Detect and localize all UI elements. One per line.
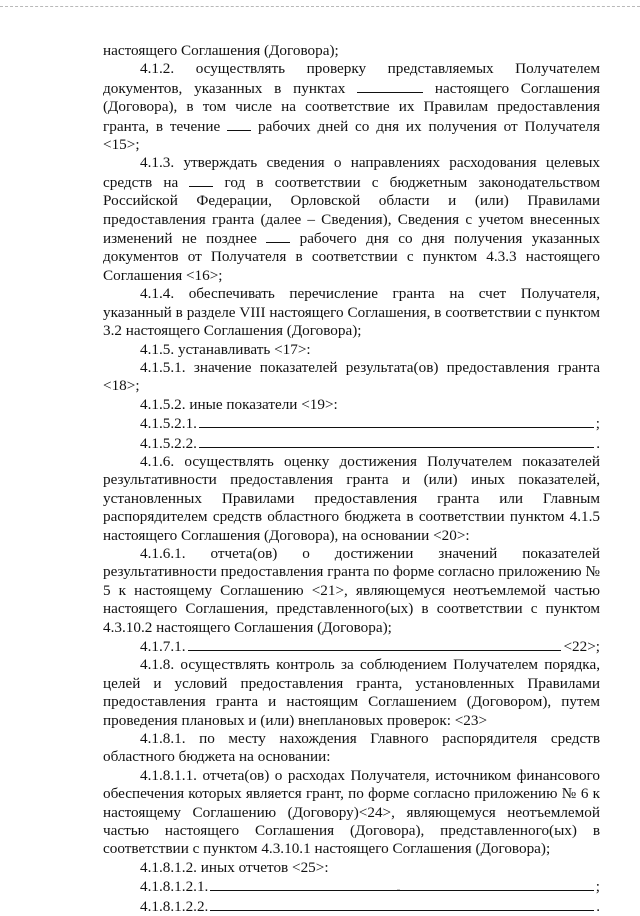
text: настоящего Соглашения (Договора), в том числе на соответствие их Правилам предоставления гранта, в течение — [103, 79, 600, 135]
item-label: 4.1.5.2.2. — [140, 434, 197, 452]
paragraph-4-1-8-1-2-2 — [103, 897, 600, 916]
item-end: <22>; — [563, 638, 600, 655]
item-label: 4.1.5.2.1. — [140, 415, 197, 433]
paragraph-4-1-2 — [103, 60, 600, 154]
paragraph-4-1-8-1-2 — [103, 859, 600, 877]
paragraph-4-1-8-1-1 — [103, 767, 600, 859]
scan-edge-line — [0, 6, 640, 7]
text: 4.1.8.1.1. отчета(ов) о расходах Получателя, источником финансового обеспечения которых является грант, по форме согласно приложению № 6 к настоящему Соглашению (Договору)<24>, являющемуся неотъемлемой частью настоящего Соглашения (Договора), представленного(ых) в соответствии с пунктом 4.3.10.1 настоящего Соглашения (Договора); — [103, 766, 600, 858]
text: год в соответствии с бюджетным законодательством Российской Федерации, Орловской области и (или) Правилами предоставления гранта (далее – Сведения), Сведения с учетом внесенных изменений не позднее — [103, 173, 600, 248]
paragraph-4-1-4 — [103, 285, 600, 340]
paragraph-4-1-6 — [103, 453, 600, 545]
item-label: 4.1.8.1.2.1. — [140, 878, 209, 896]
blank-line — [199, 434, 594, 448]
blank-field — [227, 117, 251, 131]
text: 4.1.6. осуществлять оценку достижения Получателем показателей результативности предоставления гранта и (или) иных показателей, установленных Правилами предоставления гранта или Главным распорядителем средств областного бюджета в соответствии пунктом 4.1.5 настоящего Соглашения (Договора), на основании <20>: — [103, 452, 600, 544]
paragraph-4-1-6-1 — [103, 545, 600, 637]
blank-line — [199, 414, 594, 428]
paragraph-4-1-7-1 — [103, 637, 600, 656]
paragraph-4-1-8-1-2-1 — [103, 877, 600, 896]
text: 4.1.6.1. отчета(ов) о достижении значений показателей результативности предоставления гранта по форме согласно приложению № 5 к настоящему Соглашению <21>, являющемуся неотъемлемой частью настоящего Соглашения, представленного(ых) в соответствии с пунктом 4.3.10.2 настоящего Соглашения (Договора); — [103, 544, 600, 636]
blank-line — [210, 897, 594, 911]
scan-speck — [397, 889, 400, 890]
item-end: . — [596, 897, 600, 915]
paragraph-4-1-5-1 — [103, 359, 600, 396]
text: 4.1.5.1. значение показателей результата(ов) предоставления гранта <18>; — [103, 358, 600, 395]
blank-field — [357, 79, 423, 93]
text: рабочего дня со дня получения указанных документов от Получателя в соответствии с пунктом 4.3.3 настоящего Соглашения <16>; — [103, 230, 601, 284]
item-end: . — [596, 434, 600, 452]
item-label: 4.1.7.1. — [140, 638, 186, 655]
paragraph-4-1-8 — [103, 656, 600, 730]
text: 4.1.5.2. иные показатели <19>: — [140, 395, 338, 413]
text: настоящего Соглашения (Договора); — [103, 42, 339, 59]
blank-field — [189, 173, 213, 187]
blank-line — [210, 877, 593, 891]
paragraph-4-1-3 — [103, 154, 600, 285]
paragraph-4-1-5-2 — [103, 396, 600, 414]
text: 4.1.3. утверждать сведения о направлениях расходования целевых средств на — [103, 154, 600, 191]
text: 4.1.2. осуществлять проверку представляемых Получателем документов, указанных в пунктах — [103, 60, 600, 97]
text: 4.1.5. устанавливать <17>: — [140, 340, 311, 358]
blank-line — [188, 637, 562, 651]
item-end: ; — [595, 878, 600, 896]
paragraph-4-1-5 — [103, 341, 600, 359]
text: 4.1.8.1. по месту нахождения Главного распорядителя средств областного бюджета на основании: — [103, 730, 600, 766]
text: 4.1.8.1.2. иных отчетов <25>: — [140, 858, 329, 876]
text: 4.1.4. обеспечивать перечисление гранта на счет Получателя, указанный в разделе VIII настоящего Соглашения, в соответствии с пунктом 3.2 настоящего Соглашения (Договора); — [103, 285, 600, 340]
item-end: ; — [595, 415, 600, 433]
item-label: 4.1.8.1.2.2. — [140, 897, 209, 915]
blank-field — [266, 229, 290, 243]
text: рабочих дней со дня их получения от Получателя <15>; — [103, 117, 601, 154]
paragraph-4-1-5-2-1 — [103, 414, 600, 433]
document-page — [103, 42, 600, 916]
text: 4.1.8. осуществлять контроль за соблюдением Получателем порядка, целей и условий предоставления гранта, установленных Правилами предоставления гранта и настоящим Соглашением (Договором), путем проведения плановых и (или) внеплановых проверок: <23> — [103, 656, 600, 729]
paragraph-4-1-5-2-2 — [103, 434, 600, 453]
paragraph-continuation — [103, 42, 600, 60]
paragraph-4-1-8-1 — [103, 730, 600, 767]
